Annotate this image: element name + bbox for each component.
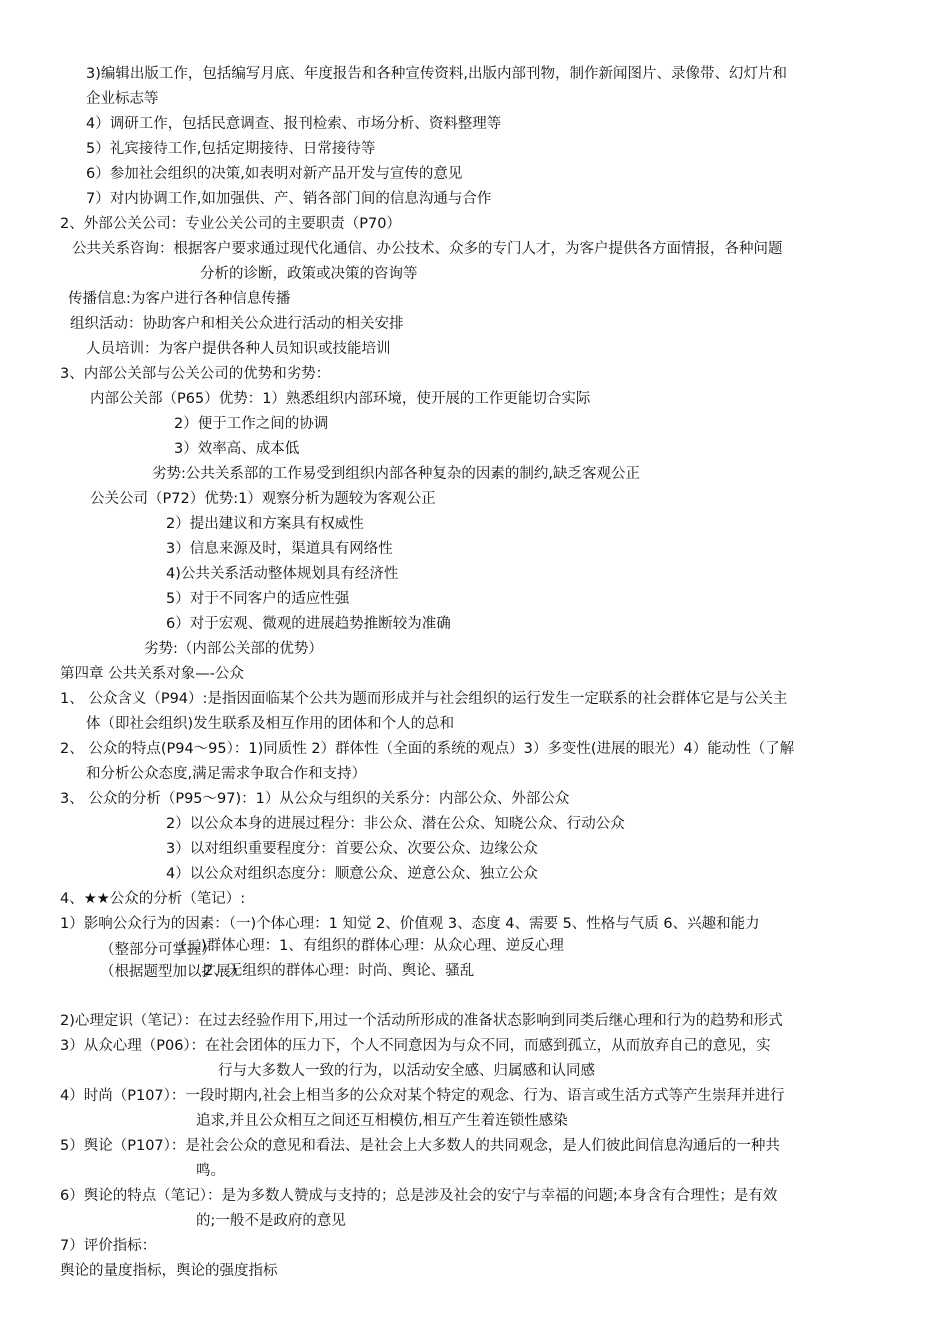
section-heading: 3、内部公关部与公关公司的优势和劣势：: [60, 366, 331, 382]
margin-note: （根据题型加以扩展）: [100, 964, 245, 980]
text-line: 分析的诊断，政策或决策的咨询等: [200, 266, 418, 282]
text-line: 人员培训：为客户提供各种人员知识或技能培训: [86, 341, 391, 357]
text-line: 6）对于宏观、微观的进展趋势推断较为准确: [166, 616, 451, 632]
text-line: 3）从众心理（P06）：在社会团体的压力下，个人不同意因为与众不同，而感到孤立，从而放弃自己的意见，实: [60, 1038, 771, 1054]
text-line: （二)群体心理：1、有组织的群体心理：从众心理、逆反心理: [172, 938, 564, 954]
text-line: 5）舆论（P107）：是社会公众的意见和看法、是社会上大多数人的共同观念，是人们彼此间信息沟通后的一种共: [60, 1138, 780, 1154]
text-line: 2)心理定识（笔记）：在过去经验作用下,用过一个活动所形成的准备状态影响到同类后继心理和行为的趋势和形式: [60, 1013, 783, 1029]
text-line: 2、 公众的特点(P94～95）：1)同质性 2）群体性（全面的系统的观点）3）多变性(进展的眼光）4）能动性（了解: [60, 741, 795, 757]
text-line: 和分析公众态度,满足需求争取合作和支持）: [86, 766, 367, 782]
text-line: 2）以公众本身的进展过程分：非公众、潜在公众、知晓公众、行动公众: [166, 816, 625, 832]
text-line: 6）参加社会组织的决策,如表明对新产品开发与宣传的意见: [86, 166, 463, 182]
text-line: 1、 公众含义（P94）:是指因面临某个公共为题而形成并与社会组织的运行发生一定联系的社会群体它是与公关主: [60, 691, 788, 707]
chapter-title: 第四章 公共关系对象—-公众: [60, 666, 244, 682]
text-line: 体（即社会组织)发生联系及相互作用的团体和个人的总和: [86, 716, 455, 732]
section-heading: 2、外部公关公司：专业公关公司的主要职责（P70）: [60, 216, 401, 232]
text-line: 企业标志等: [86, 91, 159, 107]
text-line: 1）影响公众行为的因素：（一)个体心理：1 知觉 2、价值观 3、态度 4、需要 5、性格与气质 6、兴趣和能力: [60, 916, 760, 932]
text-line: 2）提出建议和方案具有权威性: [166, 516, 364, 532]
text-line: 5）礼宾接待工作,包括定期接待、日常接待等: [86, 141, 376, 157]
text-line: 劣势:公共关系部的工作易受到组织内部各种复杂的因素的制约,缺乏客观公正: [152, 466, 640, 482]
text-line: 的;一般不是政府的意见: [196, 1213, 346, 1229]
text-line: 5）对于不同客户的适应性强: [166, 591, 350, 607]
text-line: 追求,并且公众相互之间还互相模仿,相互产生着连锁性感染: [196, 1113, 568, 1129]
text-line: 2、无组织的群体心理：时尚、舆论、骚乱: [204, 963, 475, 979]
text-line: 4）以公众对组织态度分：顺意公众、逆意公众、独立公众: [166, 866, 538, 882]
text-line: 7）对内协调工作,如加强供、产、销各部门间的信息沟通与合作: [86, 191, 492, 207]
text-line: 3、 公众的分析（P95～97)：1）从公众与组织的关系分：内部公众、外部公众: [60, 791, 570, 807]
text-line: 公关公司（P72）优势:1）观察分析为题较为客观公正: [90, 491, 436, 507]
text-line: 4）调研工作，包括民意调查、报刊检索、市场分析、资料整理等: [86, 116, 502, 132]
text-line: 3)编辑出版工作，包括编写月底、年度报告和各种宣传资料,出版内部刊物，制作新闻图片、录像带、幻灯片和: [86, 66, 787, 82]
text-line: 2）便于工作之间的协调: [174, 416, 329, 432]
text-line: 内部公关部（P65）优势：1）熟悉组织内部环境，使开展的工作更能切合实际: [90, 391, 591, 407]
text-line: 7）评价指标：: [60, 1238, 157, 1254]
text-line: 舆论的量度指标，舆论的强度指标: [60, 1263, 278, 1279]
text-line: 4）时尚（P107）：一段时期内,社会上相当多的公众对某个特定的观念、行为、语言或生活方式等产生崇拜并进行: [60, 1088, 785, 1104]
text-line: 3）以对组织重要程度分：首要公众、次要公众、边缘公众: [166, 841, 538, 857]
text-line: 3）信息来源及时，渠道具有网络性: [166, 541, 393, 557]
section-heading: 4、★★公众的分析（笔记）:: [60, 891, 246, 907]
text-line: 劣势:（内部公关部的优势）: [144, 641, 323, 657]
text-line: 4)公共关系活动整体规划具有经济性: [166, 566, 399, 582]
text-line: 6）舆论的特点（笔记）：是为多数人赞成与支持的；总是涉及社会的安宁与幸福的问题;本身含有合理性；是有效: [60, 1188, 778, 1204]
text-line: 公共关系咨询：根据客户要求通过现代化通信、办公技术、众多的专门人才，为客户提供各方面情报，各种问题: [72, 241, 783, 257]
text-line: 组织活动：协助客户和相关公众进行活动的相关安排: [70, 316, 404, 332]
margin-note: （整部分可掌握）: [100, 942, 216, 958]
text-line: 3）效率高、成本低: [174, 441, 300, 457]
text-line: 行与大多数人一致的行为，以活动安全感、归属感和认同感: [218, 1063, 595, 1079]
text-line: 鸣。: [196, 1163, 225, 1179]
text-line: 传播信息:为客户进行各种信息传播: [68, 291, 291, 307]
